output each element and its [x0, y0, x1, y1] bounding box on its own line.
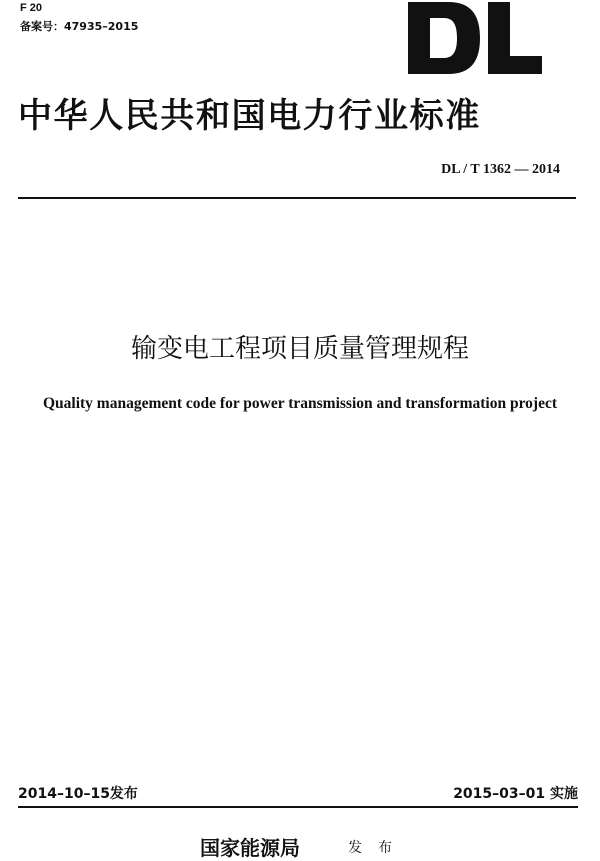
standard-category-title: 中华人民共和国电力行业标准 — [18, 96, 481, 136]
logo-letter-d — [408, 2, 480, 74]
classification-code: F 20 — [20, 2, 43, 14]
document-title-en: Quality management code for power transmission and transformation project — [42, 395, 558, 412]
standard-number: DL / T 1362 — 2014 — [441, 162, 560, 177]
document-title-cn: 输变电工程项目质量管理规程 — [130, 334, 469, 364]
implementation-date: 2015–03–01 实施 — [453, 786, 578, 802]
issuer-suffix: 发布 — [348, 840, 408, 856]
dl-logo — [408, 2, 542, 74]
footer-divider — [18, 806, 578, 808]
logo-letter-l — [488, 2, 542, 74]
filing-number: 备案号：47935–2015 — [20, 20, 139, 33]
issuer-name: 国家能源局 — [200, 836, 300, 860]
header-divider — [18, 197, 576, 199]
issue-date: 2014–10–15发布 — [18, 786, 138, 802]
